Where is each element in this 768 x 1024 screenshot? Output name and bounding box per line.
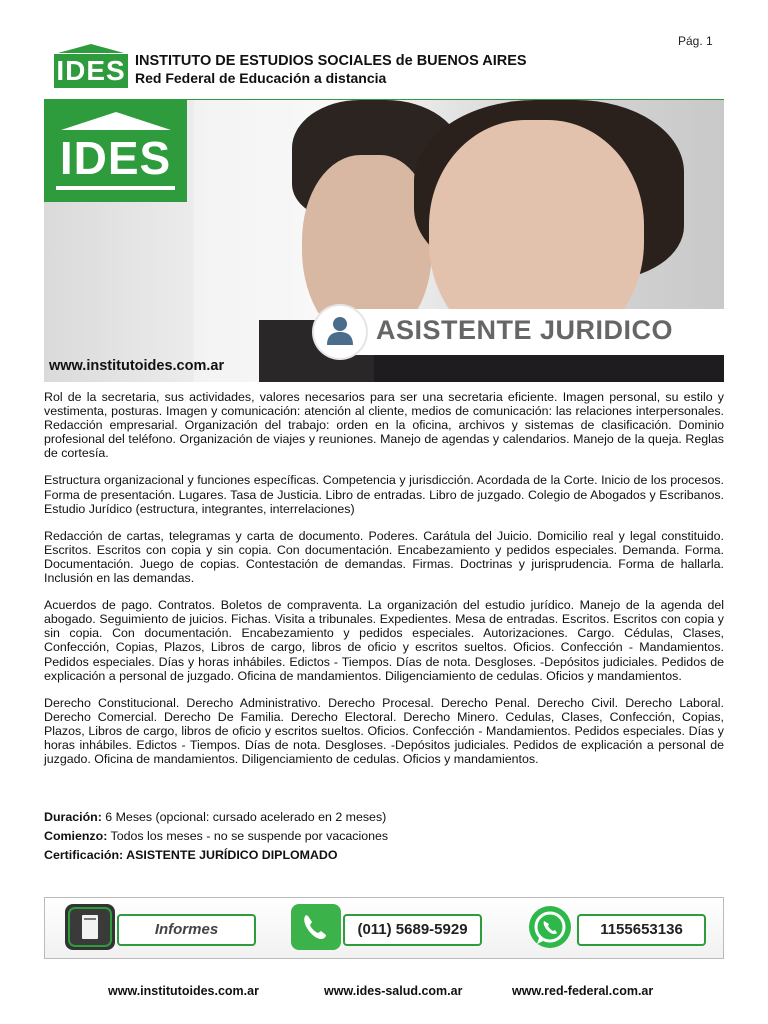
person-icon: [324, 314, 356, 346]
contact-bar: [44, 897, 724, 959]
start-label: Comienzo:: [44, 829, 108, 843]
certification-label: Certificación:: [44, 848, 124, 862]
whatsapp-icon: [525, 904, 575, 950]
duration-line: [44, 810, 386, 824]
footer-link-institutoides[interactable]: www.institutoides.com.ar: [108, 984, 259, 998]
duration-value: 6 Meses (opcional: cursado acelerado en 2 meses): [101, 810, 387, 824]
certification-line: [44, 848, 338, 862]
certification-value: ASISTENTE JURÍDICO DIPLOMADO: [123, 848, 338, 862]
banner-url[interactable]: www.institutoides.com.ar: [49, 358, 225, 374]
footer-link-red-federal[interactable]: www.red-federal.com.ar: [512, 984, 654, 998]
logo-text: IDES: [54, 54, 128, 88]
duration-label: Duración:: [44, 810, 102, 824]
paragraph: Estructura organizacional y funciones específicas. Competencia y jurisdicción. Acordada de la Corte. Inicio de los procesos. Forma de presentación. Lugares. Tasa de Justicia. Libro de entradas. Libro de juzgado. Colegio de Abogados y Escribanos. Estudio Jurídico (estructura, integrantes, interrelaciones): [44, 473, 724, 516]
logo-large-text: IDES: [59, 132, 172, 184]
document-icon: [65, 904, 115, 950]
whatsapp-number: 1155653136: [577, 914, 706, 946]
institute-subtitle: Red Federal de Educación a distancia: [135, 70, 387, 86]
institute-title: INSTITUTO DE ESTUDIOS SOCIALES de BUENOS AIRES: [135, 53, 527, 69]
course-description: [44, 390, 724, 779]
start-value: Todos los meses - no se suspende por vacaciones: [107, 829, 389, 843]
page-number: Pág. 1: [678, 34, 713, 48]
paragraph: Derecho Constitucional. Derecho Administrativo. Derecho Procesal. Derecho Penal. Derecho Civil. Derecho Laboral. Derecho Comercial. Derecho De Familia. Derecho Electoral. Derecho Minero. Cedulas, Clases, Confección, Copias, Plazos, Libros de cargo, libros de oficio y escritos sueltos. Oficios. Confección - Mandamientos. Pedidos especiales. Días y horas inhábiles. Edictos - Tiempos. Días de nota. Desgloses. -Depósitos judiciales. Pedidos de explicación a personal de juzgado. Oficina de mandamientos. Diligenciamiento de cedulas. Oficios y mandamientos.: [44, 695, 724, 767]
paragraph: Rol de la secretaria, sus actividades, valores necesarios para ser una secretaria eficiente. Imagen personal, su estilo y vestimenta, posturas. Imagen y comunicación: atención al cliente, medios de comunicación: las relaciones interpersonales. Redacción empresarial. Organización del trabajo: orden en la oficina, archivos y sistemas de clasificación. Dominio profesional del teléfono. Organización de viajes y reuniones. Manejo de agendas y calendarios. Manejo de la queja. Reglas de cortesía.: [44, 390, 724, 461]
paragraph: Redacción de cartas, telegramas y carta de documento. Poderes. Carátula del Juicio. Domicilio real y legal constituido. Escritos. Escritos con copia y sin copia. Con documentación. Encabezamiento y pedidos especiales. Demanda. Forma. Documentación. Juego de copias. Contestación de demandas. Firmas. Doctrinas y jurisprudencia. Forma de hallarla. Inclusión en las demandas.: [44, 528, 724, 586]
course-banner: [44, 100, 724, 382]
footer-link-ides-salud[interactable]: www.ides-salud.com.ar: [324, 984, 463, 998]
course-title-pill: [314, 309, 724, 355]
informes-label: Informes: [117, 914, 256, 946]
phone-icon: [291, 904, 341, 950]
phone-number: (011) 5689-5929: [343, 914, 482, 946]
person-badge: [314, 306, 366, 358]
paragraph: Acuerdos de pago. Contratos. Boletos de compraventa. La organización del estudio jurídico. Manejo de la agenda del abogado. Seguimiento de juicios. Fichas. Visita a tribunales. Expedientes. Mesa de entradas. Escritos. Escritos con copia y sin copia. Con documentación. Encabezamiento y pedidos especiales. Autorizaciones. Cargo. Cédulas, Clases, Confección, Copias, Plazos, Libros de cargo, libros de oficio y escritos sueltos. Oficios. Confección - Mandamientos. Pedidos especiales. Días y horas inhábiles. Edictos - Tiempos. Días de nota. Desgloses. -Depósitos judiciales. Pedidos de explicación a personal de juzgado. Oficina de mandamientos. Diligenciamiento de cedulas. Oficios y mandamientos.: [44, 598, 724, 683]
ides-logo-large: [44, 100, 187, 202]
start-line: [44, 829, 388, 843]
course-title: ASISTENTE JURIDICO: [376, 315, 674, 345]
ides-logo-small: [54, 44, 128, 88]
